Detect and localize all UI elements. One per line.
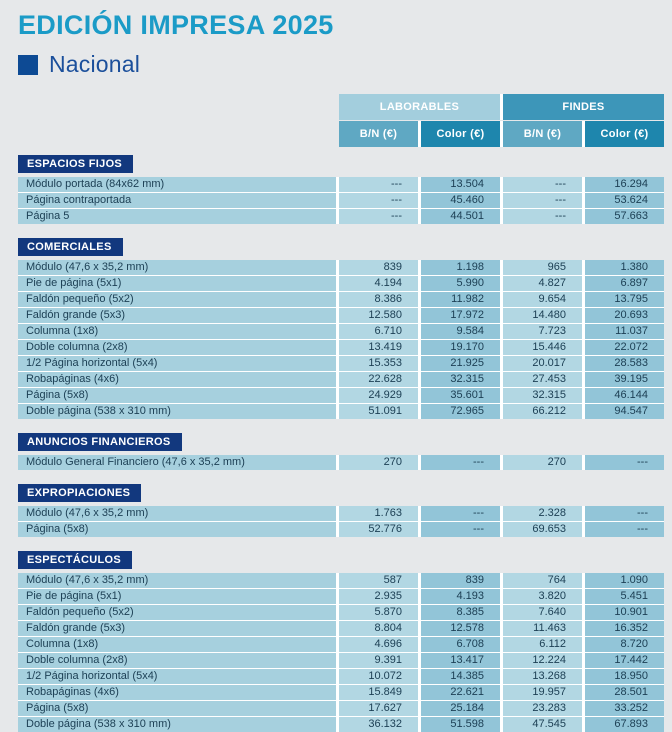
bn-findes-value: 69.653 [503, 522, 582, 537]
row-label: Doble columna (2x8) [18, 340, 336, 355]
column-header-bn-laborables: B/N (€) [339, 121, 418, 147]
table-row [18, 308, 664, 323]
table-row [18, 669, 664, 684]
color-findes-value: 20.693 [585, 308, 664, 323]
subcolumn-band [18, 121, 664, 147]
page-title: EDICIÓN IMPRESA 2025 [18, 10, 334, 40]
row-label: Módulo General Financiero (47,6 x 35,2 mm) [18, 455, 336, 470]
section-title-badge: EXPROPIACIONES [18, 484, 141, 502]
table-row [18, 701, 664, 716]
color-findes-value: --- [585, 522, 664, 537]
table-header [18, 94, 664, 147]
section-rows [18, 573, 664, 732]
bn-findes-value: 47.545 [503, 717, 582, 732]
color-findes-value: 53.624 [585, 193, 664, 208]
row-label: Columna (1x8) [18, 637, 336, 652]
bn-laborables-value: 839 [339, 260, 418, 275]
row-label: Faldón grande (5x3) [18, 308, 336, 323]
bn-laborables-value: --- [339, 193, 418, 208]
bn-laborables-value: 5.870 [339, 605, 418, 620]
column-group-band [18, 94, 664, 120]
color-findes-value: 1.090 [585, 573, 664, 588]
color-findes-value: 46.144 [585, 388, 664, 403]
bn-laborables-value: 8.386 [339, 292, 418, 307]
bn-laborables-value: 17.627 [339, 701, 418, 716]
row-label: Pie de página (5x1) [18, 589, 336, 604]
color-laborables-value: 19.170 [421, 340, 500, 355]
table-row [18, 193, 664, 208]
bn-laborables-value: 6.710 [339, 324, 418, 339]
column-group-findes: FINDES [503, 94, 664, 120]
sections-container [18, 154, 664, 732]
color-findes-value: 18.950 [585, 669, 664, 684]
column-group-laborables: LABORABLES [339, 94, 500, 120]
bn-laborables-value: 587 [339, 573, 418, 588]
color-laborables-value: 11.982 [421, 292, 500, 307]
row-label: Módulo (47,6 x 35,2 mm) [18, 260, 336, 275]
color-findes-value: 33.252 [585, 701, 664, 716]
row-label: Página (5x8) [18, 388, 336, 403]
section-espectaculos [18, 550, 664, 732]
section-rows [18, 177, 664, 224]
bn-findes-value: 15.446 [503, 340, 582, 355]
section-expropiaciones [18, 483, 664, 537]
bn-findes-value: 9.654 [503, 292, 582, 307]
row-label: Módulo (47,6 x 35,2 mm) [18, 573, 336, 588]
row-label: Página (5x8) [18, 522, 336, 537]
table-row [18, 717, 664, 732]
bn-findes-value: --- [503, 177, 582, 192]
color-findes-value: 22.072 [585, 340, 664, 355]
color-findes-value: 10.901 [585, 605, 664, 620]
bn-laborables-value: 51.091 [339, 404, 418, 419]
table-row [18, 276, 664, 291]
bn-findes-value: 23.283 [503, 701, 582, 716]
bn-laborables-value: --- [339, 209, 418, 224]
color-laborables-value: 32.315 [421, 372, 500, 387]
row-label: Página (5x8) [18, 701, 336, 716]
row-label: Módulo (47,6 x 35,2 mm) [18, 506, 336, 521]
color-laborables-value: 14.385 [421, 669, 500, 684]
row-label: Página 5 [18, 209, 336, 224]
color-laborables-value: 839 [421, 573, 500, 588]
table-row [18, 356, 664, 371]
edition-bullet-square [18, 55, 38, 75]
bn-laborables-value: 12.580 [339, 308, 418, 323]
bn-findes-value: --- [503, 209, 582, 224]
color-findes-value: 8.720 [585, 637, 664, 652]
bn-findes-value: 11.463 [503, 621, 582, 636]
color-laborables-value: 72.965 [421, 404, 500, 419]
row-label: 1/2 Página horizontal (5x4) [18, 356, 336, 371]
bn-laborables-value: --- [339, 177, 418, 192]
color-laborables-value: 13.417 [421, 653, 500, 668]
row-label: Doble columna (2x8) [18, 653, 336, 668]
bn-findes-value: 12.224 [503, 653, 582, 668]
row-label: Robapáginas (4x6) [18, 372, 336, 387]
row-label: Columna (1x8) [18, 324, 336, 339]
table-row [18, 506, 664, 521]
color-laborables-value: 17.972 [421, 308, 500, 323]
color-laborables-value: 9.584 [421, 324, 500, 339]
section-comerciales [18, 237, 664, 419]
bn-findes-value: 20.017 [503, 356, 582, 371]
bn-findes-value: 3.820 [503, 589, 582, 604]
edition-row [18, 51, 664, 78]
color-laborables-value: 25.184 [421, 701, 500, 716]
bn-findes-value: 66.212 [503, 404, 582, 419]
header-spacer [18, 94, 339, 120]
table-row [18, 209, 664, 224]
bn-laborables-value: 52.776 [339, 522, 418, 537]
color-laborables-value: 1.198 [421, 260, 500, 275]
color-laborables-value: 44.501 [421, 209, 500, 224]
row-label: Doble página (538 x 310 mm) [18, 717, 336, 732]
table-row [18, 372, 664, 387]
color-laborables-value: 4.193 [421, 589, 500, 604]
section-rows [18, 506, 664, 537]
table-row [18, 522, 664, 537]
row-label: Faldón pequeño (5x2) [18, 292, 336, 307]
bn-findes-value: 27.453 [503, 372, 582, 387]
table-row [18, 340, 664, 355]
bn-laborables-value: 22.628 [339, 372, 418, 387]
bn-laborables-value: 10.072 [339, 669, 418, 684]
section-rows [18, 260, 664, 419]
color-findes-value: 6.897 [585, 276, 664, 291]
bn-laborables-value: 9.391 [339, 653, 418, 668]
color-laborables-value: 8.385 [421, 605, 500, 620]
color-findes-value: 16.294 [585, 177, 664, 192]
row-label: 1/2 Página horizontal (5x4) [18, 669, 336, 684]
bn-laborables-value: 8.804 [339, 621, 418, 636]
bn-findes-value: 7.723 [503, 324, 582, 339]
bn-findes-value: 14.480 [503, 308, 582, 323]
color-findes-value: 94.547 [585, 404, 664, 419]
row-label: Faldón pequeño (5x2) [18, 605, 336, 620]
table-row [18, 589, 664, 604]
bn-laborables-value: 15.849 [339, 685, 418, 700]
color-findes-value: --- [585, 455, 664, 470]
color-findes-value: 39.195 [585, 372, 664, 387]
bn-laborables-value: 13.419 [339, 340, 418, 355]
row-label: Faldón grande (5x3) [18, 621, 336, 636]
bn-laborables-value: 270 [339, 455, 418, 470]
section-espacios-fijos [18, 154, 664, 224]
row-label: Doble página (538 x 310 mm) [18, 404, 336, 419]
table-row [18, 685, 664, 700]
color-laborables-value: --- [421, 506, 500, 521]
bn-laborables-value: 1.763 [339, 506, 418, 521]
color-laborables-value: 5.990 [421, 276, 500, 291]
bn-findes-value: 32.315 [503, 388, 582, 403]
header-spacer [18, 121, 339, 147]
table-row [18, 637, 664, 652]
color-laborables-value: 21.925 [421, 356, 500, 371]
color-findes-value: 28.501 [585, 685, 664, 700]
color-findes-value: 5.451 [585, 589, 664, 604]
table-row [18, 292, 664, 307]
table-row [18, 455, 664, 470]
bn-findes-value: 13.268 [503, 669, 582, 684]
color-laborables-value: 6.708 [421, 637, 500, 652]
bn-findes-value: 965 [503, 260, 582, 275]
bn-findes-value: 19.957 [503, 685, 582, 700]
color-findes-value: 67.893 [585, 717, 664, 732]
section-title-badge: ESPECTÁCULOS [18, 551, 132, 569]
column-header-bn-findes: B/N (€) [503, 121, 582, 147]
bn-laborables-value: 24.929 [339, 388, 418, 403]
color-findes-value: --- [585, 506, 664, 521]
bn-findes-value: --- [503, 193, 582, 208]
row-label: Página contraportada [18, 193, 336, 208]
table-row [18, 260, 664, 275]
color-findes-value: 17.442 [585, 653, 664, 668]
color-findes-value: 11.037 [585, 324, 664, 339]
row-label: Robapáginas (4x6) [18, 685, 336, 700]
color-laborables-value: 51.598 [421, 717, 500, 732]
color-laborables-value: 12.578 [421, 621, 500, 636]
row-label: Módulo portada (84x62 mm) [18, 177, 336, 192]
color-laborables-value: 45.460 [421, 193, 500, 208]
color-findes-value: 13.795 [585, 292, 664, 307]
table-row [18, 605, 664, 620]
color-findes-value: 1.380 [585, 260, 664, 275]
section-anuncios-financieros [18, 432, 664, 470]
bn-laborables-value: 15.353 [339, 356, 418, 371]
table-row [18, 324, 664, 339]
color-laborables-value: --- [421, 522, 500, 537]
color-findes-value: 16.352 [585, 621, 664, 636]
table-row [18, 177, 664, 192]
bn-findes-value: 270 [503, 455, 582, 470]
color-findes-value: 28.583 [585, 356, 664, 371]
bn-findes-value: 7.640 [503, 605, 582, 620]
column-header-color-findes: Color (€) [585, 121, 664, 147]
color-laborables-value: 35.601 [421, 388, 500, 403]
bn-laborables-value: 4.696 [339, 637, 418, 652]
bn-laborables-value: 36.132 [339, 717, 418, 732]
edition-label: Nacional [49, 51, 141, 77]
table-row [18, 388, 664, 403]
color-laborables-value: 13.504 [421, 177, 500, 192]
bn-laborables-value: 4.194 [339, 276, 418, 291]
color-laborables-value: 22.621 [421, 685, 500, 700]
color-laborables-value: --- [421, 455, 500, 470]
column-header-color-laborables: Color (€) [421, 121, 500, 147]
color-findes-value: 57.663 [585, 209, 664, 224]
table-row [18, 621, 664, 636]
bn-findes-value: 4.827 [503, 276, 582, 291]
bn-findes-value: 764 [503, 573, 582, 588]
bn-findes-value: 2.328 [503, 506, 582, 521]
section-rows [18, 455, 664, 470]
table-row [18, 573, 664, 588]
row-label: Pie de página (5x1) [18, 276, 336, 291]
table-row [18, 653, 664, 668]
section-title-badge: ESPACIOS FIJOS [18, 155, 133, 173]
bn-findes-value: 6.112 [503, 637, 582, 652]
section-title-badge: ANUNCIOS FINANCIEROS [18, 433, 182, 451]
section-title-badge: COMERCIALES [18, 238, 123, 256]
table-row [18, 404, 664, 419]
bn-laborables-value: 2.935 [339, 589, 418, 604]
